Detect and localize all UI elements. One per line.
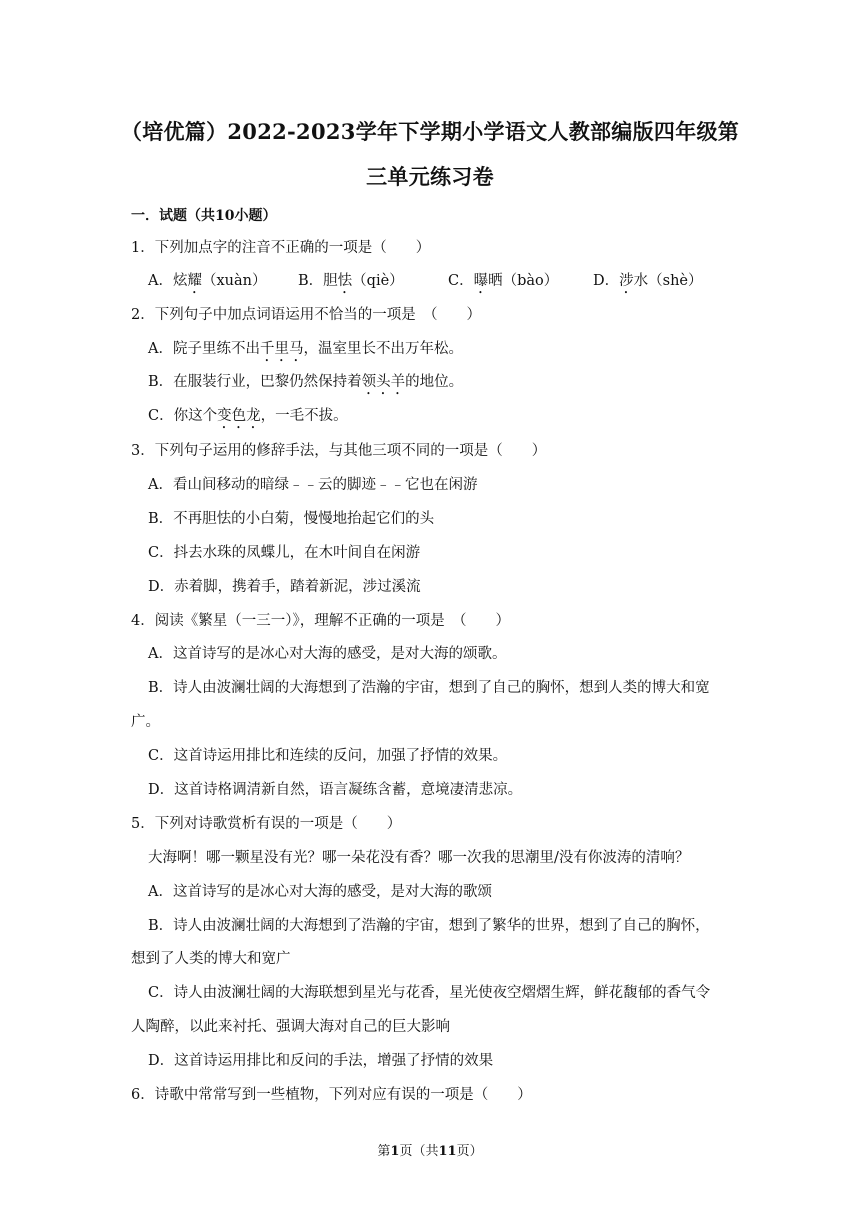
- q4-option-b-line2: 广。: [131, 714, 160, 730]
- section-heading: 一．试题（共10小题）: [131, 208, 277, 224]
- q3-option-a: A．看山间移动的暗绿﹣﹣云的脚迹﹣﹣它也在闲游: [148, 477, 478, 493]
- q3-option-c: C．抖去水珠的凤蝶儿，在木叶间自在闲游: [148, 545, 421, 561]
- q5-option-b-line1: B．诗人由波澜壮阔的大海想到了浩瀚的宇宙，想到了繁华的世界，想到了自己的胸怀，: [148, 918, 710, 934]
- q1-option-c: C．曝晒（bào）: [448, 273, 559, 289]
- total-page-count: 11: [438, 1144, 457, 1159]
- q5-option-d: D．这首诗运用排比和反问的手法，增强了抒情的效果: [148, 1053, 494, 1069]
- q4-option-d: D．这首诗格调清新自然，语言凝练含蓄，意境凄清悲凉。: [148, 782, 523, 798]
- q5-poem: 大海啊！哪一颗星没有光？哪一朵花没有香？哪一次我的思潮里/没有你波涛的清响？: [148, 850, 690, 866]
- question-1-options: [148, 269, 703, 297]
- document-title-line1: （培优篇）2022-2023学年下学期小学语文人教部编版四年级第: [120, 119, 740, 144]
- q3-option-d: D．赤着脚，携着手，踏着新泥，涉过溪流: [148, 579, 421, 595]
- q1-option-d: D．涉水（shè）: [593, 273, 703, 289]
- question-3-stem: 3．下列句子运用的修辞手法，与其他三项不同的一项是（ ）: [131, 443, 547, 459]
- q1-option-b: B．胆怯（qiè）: [298, 273, 404, 289]
- page-footer: 第1页（共11页）: [377, 1144, 483, 1159]
- q5-option-a: A．这首诗写的是冰心对大海的感受，是对大海的歌颂: [148, 884, 492, 900]
- q2-option-b: B．在服装行业，巴黎仍然保持着领头羊的地位。: [148, 374, 464, 390]
- q5-option-c-line1: C．诗人由波澜壮阔的大海联想到星光与花香，星光使夜空熠熠生辉，鲜花馥郁的香气令: [148, 985, 711, 1001]
- q4-option-b-line1: B．诗人由波澜壮阔的大海想到了浩瀚的宇宙，想到了自己的胸怀，想到人类的博大和宽: [148, 680, 710, 696]
- q1-option-a: A．炫耀（xuàn）: [148, 273, 267, 289]
- q2-option-a: A．院子里练不出千里马，温室里长不出万年松。: [148, 341, 463, 357]
- question-2-stem: 2．下列句子中加点词语运用不恰当的一项是 （ ）: [131, 307, 481, 323]
- question-4-stem: 4．阅读《繁星（一三一）》，理解不正确的一项是 （ ）: [131, 613, 510, 629]
- document-title-line2: 三单元练习卷: [366, 164, 494, 189]
- question-1-stem: 1．下列加点字的注音不正确的一项是（ ）: [131, 240, 431, 256]
- current-page-number: 1: [390, 1144, 400, 1159]
- q4-option-a: A．这首诗写的是冰心对大海的感受，是对大海的颂歌。: [148, 646, 507, 662]
- question-5-stem: 5．下列对诗歌赏析有误的一项是（ ）: [131, 816, 402, 832]
- q5-option-b-line2: 想到了人类的博大和宽广: [131, 951, 291, 967]
- q3-option-b: B．不再胆怯的小白菊，慢慢地抬起它们的头: [148, 511, 435, 527]
- question-6-stem: 6．诗歌中常常写到一些植物，下列对应有误的一项是（ ）: [131, 1087, 532, 1103]
- q5-option-c-line2: 人陶醉，以此来衬托、强调大海对自己的巨大影响: [131, 1019, 450, 1035]
- q2-option-c: C．你这个变色龙，一毛不拔。: [148, 408, 348, 424]
- q4-option-c: C．这首诗运用排比和连续的反问，加强了抒情的效果。: [148, 748, 508, 764]
